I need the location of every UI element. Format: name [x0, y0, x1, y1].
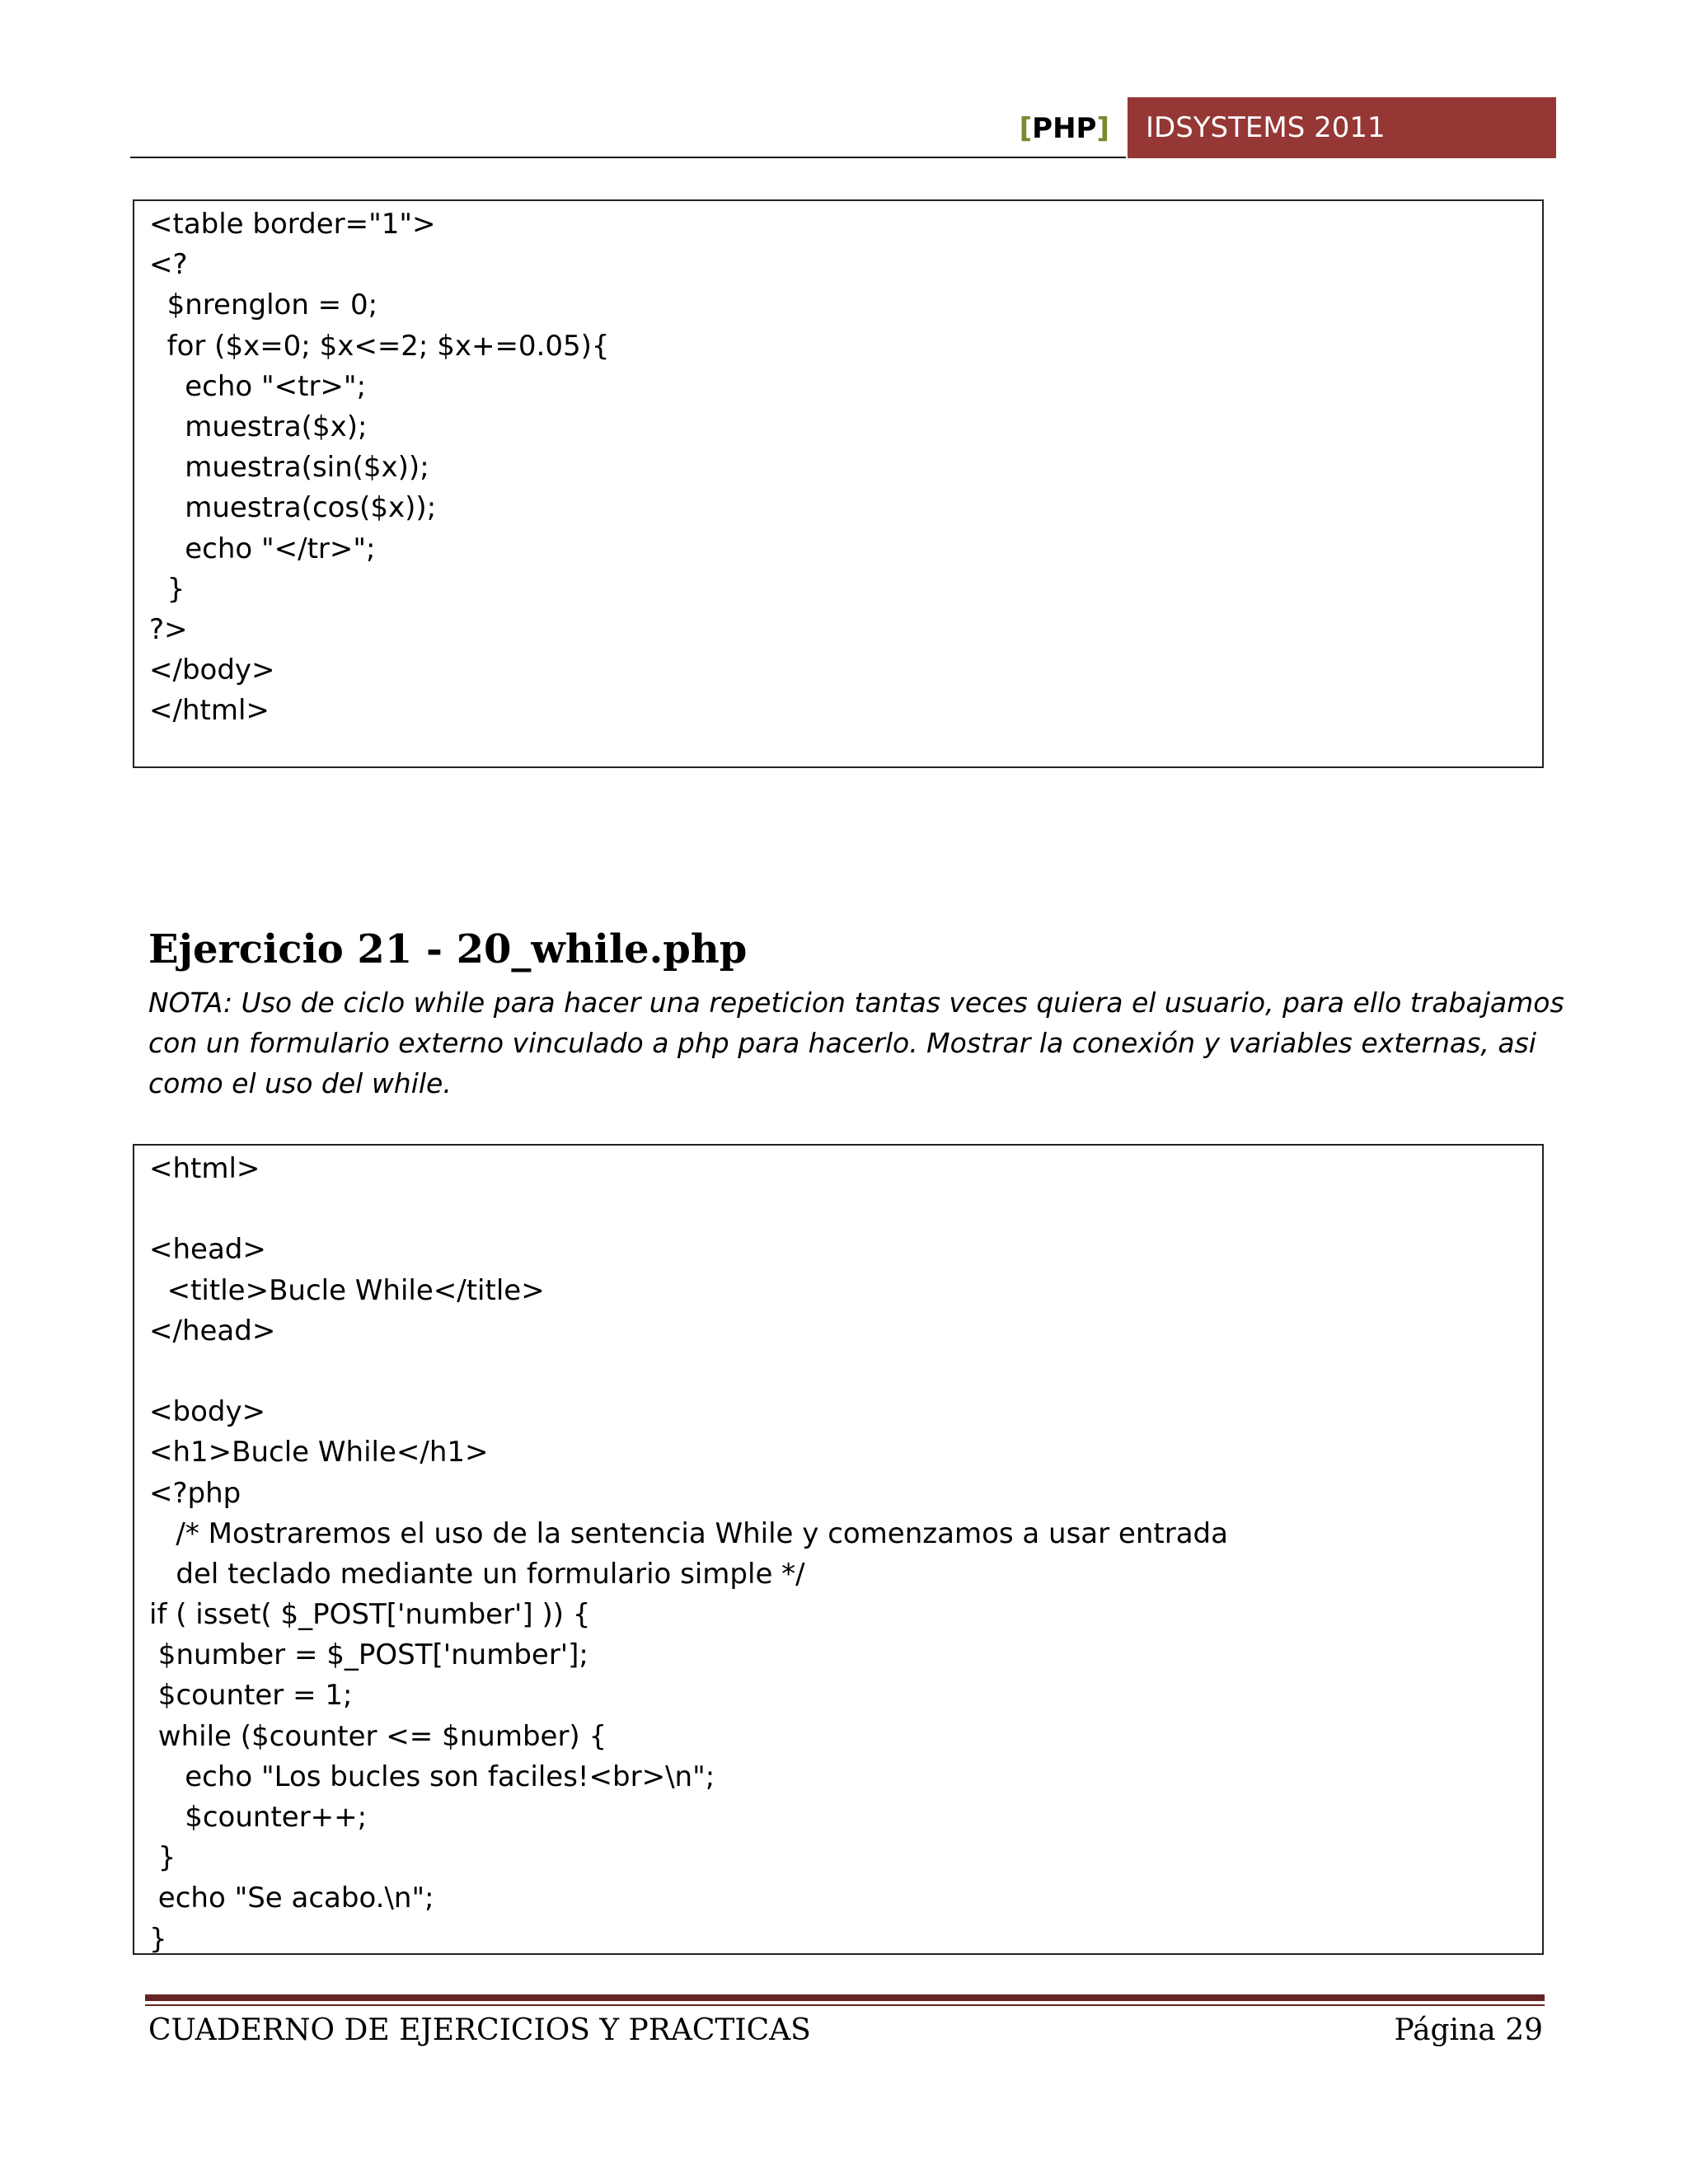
- code-line: if ( isset( $_POST['number'] )) {: [149, 1598, 591, 1632]
- header-tag: [1014, 105, 1109, 152]
- header-tag-close: ]: [1096, 112, 1109, 145]
- code-line: $counter = 1;: [149, 1679, 353, 1713]
- footer-rule: [145, 1994, 1545, 2001]
- header-title: IDSYSTEMS 2011: [1146, 111, 1386, 144]
- code-line: </html>: [149, 694, 270, 728]
- code-block-2: [133, 1144, 1544, 1955]
- code-line: <body>: [149, 1395, 266, 1429]
- code-line: echo "</tr>";: [149, 532, 376, 565]
- code-line: <table border="1">: [149, 208, 436, 241]
- code-line: </head>: [149, 1314, 276, 1347]
- code-line: for ($x=0; $x<=2; $x+=0.05){: [149, 329, 610, 363]
- code-line: echo "Los bucles son faciles!<br>\n";: [149, 1760, 715, 1793]
- footer-rule-thin: [145, 2004, 1545, 2006]
- code-line: muestra($x);: [149, 410, 368, 443]
- code-line: while ($counter <= $number) {: [149, 1719, 607, 1753]
- code-line: del teclado mediante un formulario simple */: [149, 1557, 805, 1591]
- code-line: <h1>Bucle While</h1>: [149, 1436, 489, 1469]
- code-line: muestra(sin($x));: [149, 451, 429, 485]
- exercise-heading: Ejercicio 21 - 20_while.php: [148, 926, 748, 972]
- header-tag-open: [: [1019, 112, 1033, 145]
- code-line: </body>: [149, 654, 275, 687]
- code-line: <?: [149, 248, 188, 282]
- code-line: <title>Bucle While</title>: [149, 1273, 545, 1307]
- page-number: Página 29: [1394, 2013, 1543, 2047]
- header-rule: [130, 157, 1126, 158]
- code-line: }: [149, 1922, 167, 1956]
- code-line: echo "<tr>";: [149, 369, 367, 403]
- code-line: $nrenglon = 0;: [149, 288, 378, 322]
- code-line: /* Mostraremos el uso de la sentencia While y comenzamos a usar entrada: [149, 1516, 1228, 1550]
- code-line: muestra(cos($x));: [149, 491, 437, 525]
- header-title-box: [1128, 97, 1556, 158]
- code-line: <html>: [149, 1152, 260, 1185]
- code-line: $number = $_POST['number'];: [149, 1638, 588, 1672]
- code-line: ?>: [149, 612, 188, 646]
- code-block-1: [133, 199, 1544, 768]
- code-line: <head>: [149, 1233, 266, 1267]
- note-line: con un formulario externo vinculado a php para hacerlo. Mostrar la conexión y variables externas, asi: [148, 1027, 1536, 1059]
- note-line: NOTA: Uso de ciclo while para hacer una repeticion tantas veces quiera el usuario, para ello trabajamos: [148, 987, 1564, 1019]
- header-tag-text: PHP: [1032, 112, 1097, 145]
- code-line: [149, 1189, 1542, 1230]
- code-line: }: [149, 1841, 176, 1875]
- code-line: <?php: [149, 1476, 241, 1510]
- code-line: [149, 1352, 1542, 1392]
- code-line: echo "Se acabo.\n";: [149, 1882, 434, 1915]
- exercise-note: [148, 982, 1564, 1104]
- code-line: $counter++;: [149, 1801, 368, 1834]
- footer-title: CUADERNO DE EJERCICIOS Y PRACTICAS: [148, 2013, 811, 2047]
- note-line: como el uso del while.: [148, 1067, 452, 1099]
- code-line: }: [149, 572, 185, 606]
